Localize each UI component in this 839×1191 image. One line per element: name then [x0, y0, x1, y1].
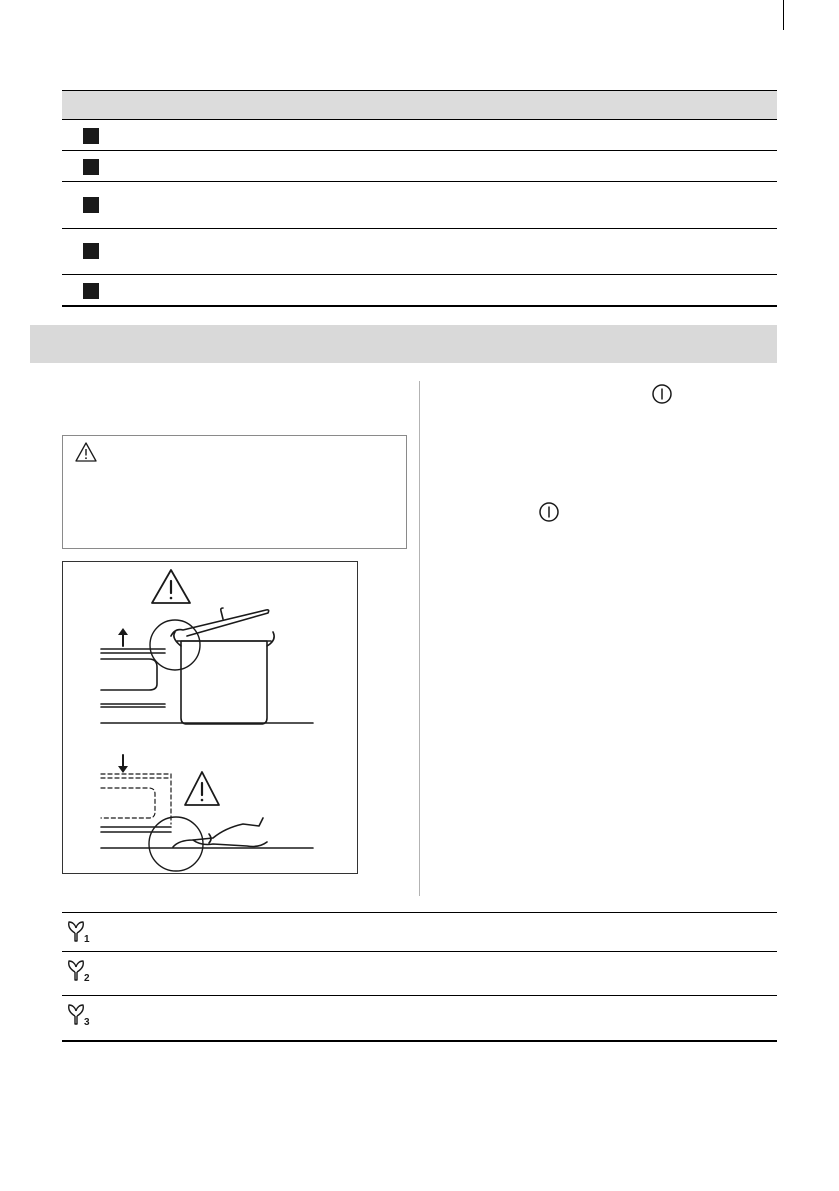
- fan-speed-1-icon: [66, 920, 96, 944]
- power-icon: [651, 383, 673, 405]
- warning-box: [62, 435, 407, 549]
- column-divider: [419, 381, 420, 896]
- table-row: [62, 275, 777, 307]
- fan-level: 3: [84, 1017, 90, 1027]
- fan-level: 2: [84, 973, 90, 983]
- square-bullet-icon: [83, 197, 99, 213]
- table-row: [62, 952, 777, 996]
- cookware-illustration: [62, 561, 358, 874]
- page-edge-line: [783, 0, 784, 30]
- cookware-lid-warning-illustration: [63, 562, 359, 875]
- fan-speed-table: [62, 912, 777, 1042]
- table-row: [62, 229, 777, 275]
- table-row: [62, 913, 777, 952]
- warning-triangle-icon: [75, 442, 97, 462]
- square-bullet-icon: [83, 243, 99, 259]
- table-row: [62, 182, 777, 229]
- fan-speed-2-icon: [66, 959, 96, 983]
- square-bullet-icon: [83, 128, 99, 144]
- table-row: [62, 120, 777, 151]
- square-bullet-icon: [83, 283, 99, 299]
- section-heading-band: [30, 325, 777, 363]
- fan-level: 1: [84, 934, 90, 944]
- table-header: [62, 90, 777, 120]
- fan-speed-3-icon: [66, 1003, 96, 1027]
- square-bullet-icon: [83, 159, 99, 175]
- symbol-table: [62, 90, 777, 307]
- table-row: [62, 996, 777, 1042]
- power-icon: [538, 501, 560, 523]
- table-row: [62, 151, 777, 182]
